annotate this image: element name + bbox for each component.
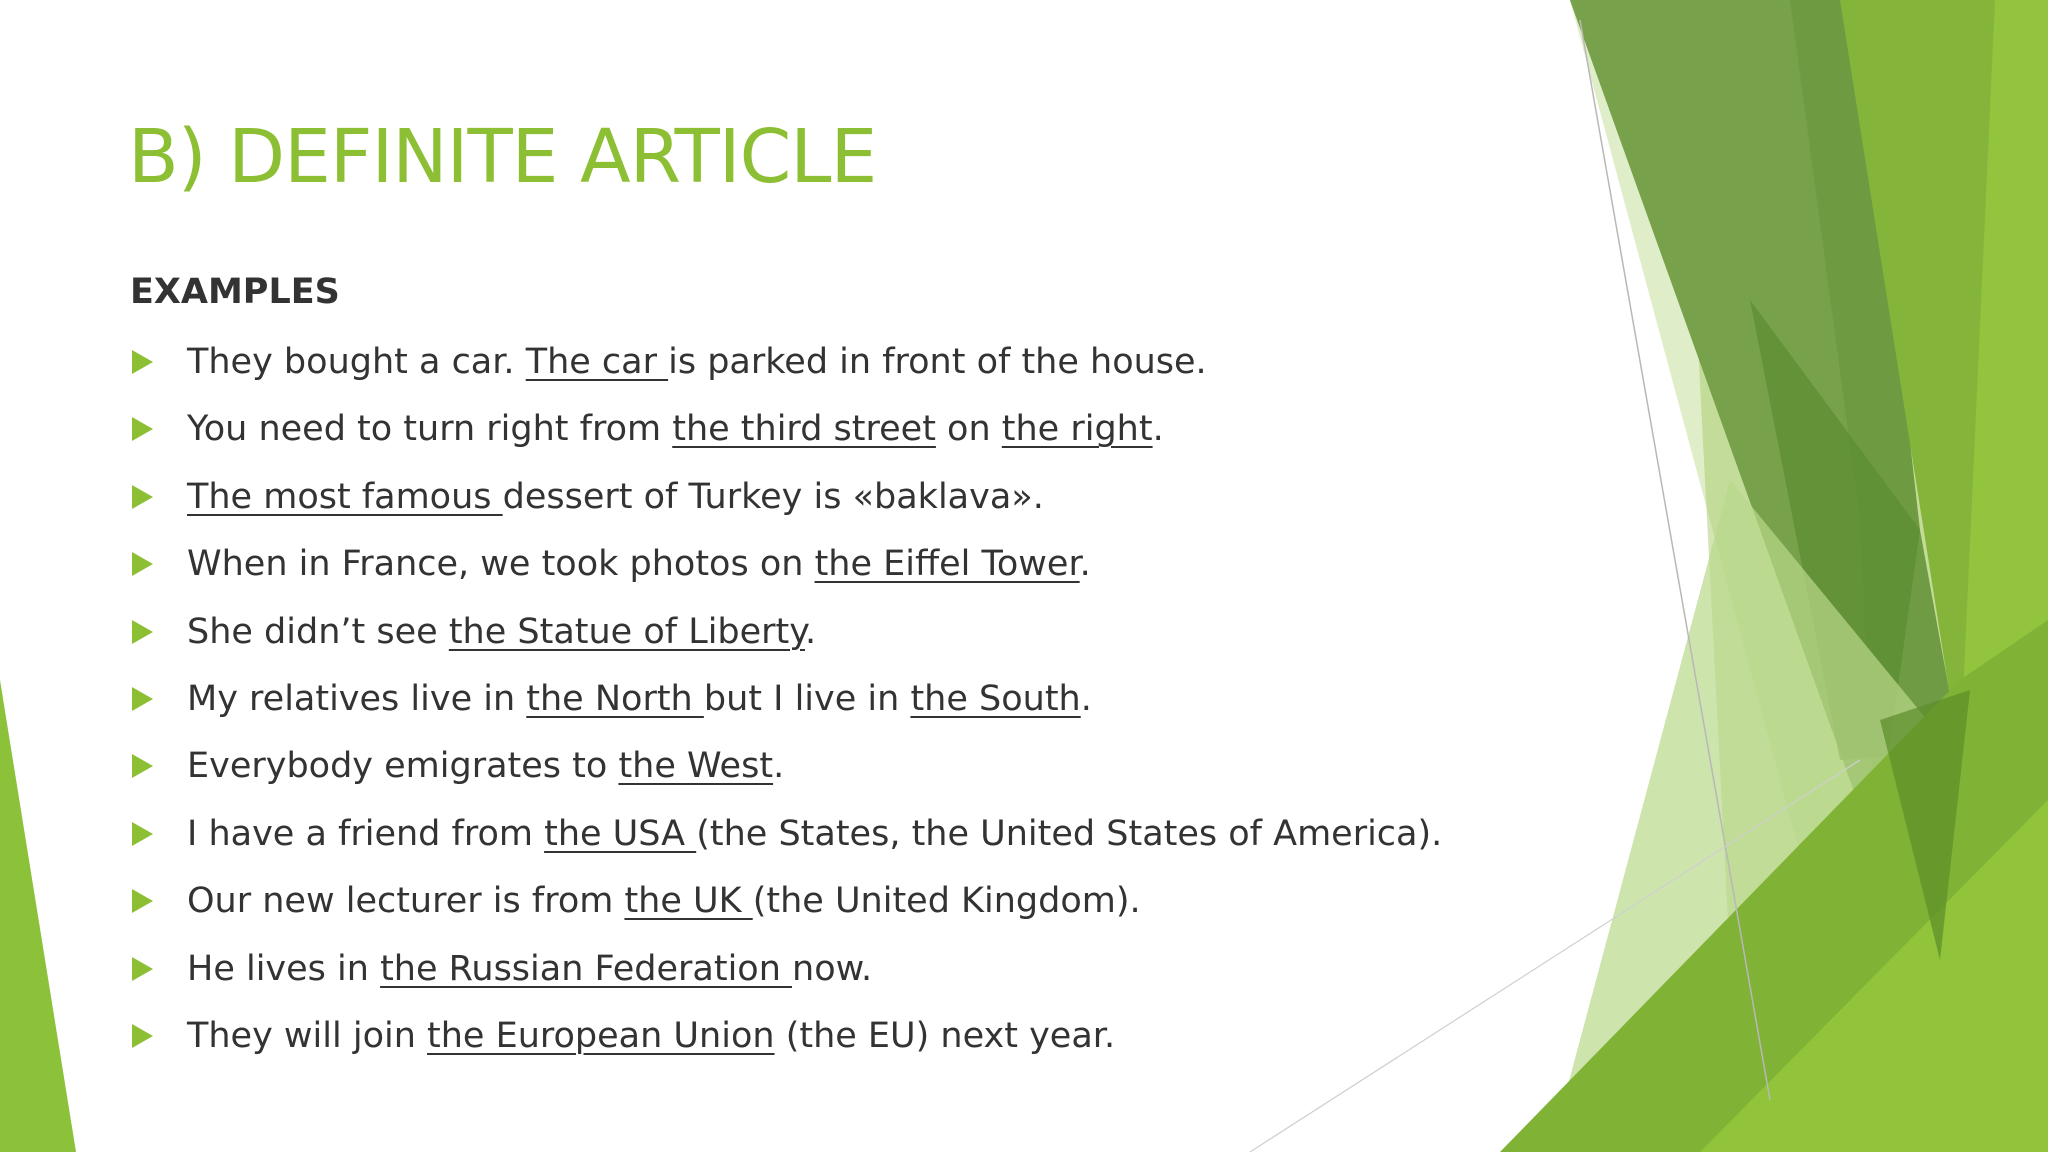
triangle-right-icon [132,754,153,778]
triangle-right-icon [132,822,153,846]
triangle-right-icon [132,889,153,913]
triangle-right-icon [132,957,153,981]
examples-heading: EXAMPLES [130,272,340,312]
triangle-right-icon [132,620,153,644]
slide-title: B) DEFINITE ARTICLE [128,114,877,200]
example-text: You need to turn right from the third street on the right. [187,409,1164,450]
example-text: My relatives live in the North but I live in the South. [187,678,1092,719]
triangle-right-icon [132,1024,153,1048]
triangle-right-icon [132,417,153,441]
example-text: When in France, we took photos on the Eiffel Tower. [187,544,1091,585]
example-text: Everybody emigrates to the West. [187,746,785,787]
triangle-right-icon [132,687,153,711]
example-text: He lives in the Russian Federation now. [187,948,873,989]
example-text: Our new lecturer is from the UK (the United Kingdom). [187,881,1141,922]
triangle-right-icon [132,350,153,374]
example-text: They will join the European Union (the EU) next year. [187,1015,1116,1056]
example-text: They bought a car. The car is parked in front of the house. [187,342,1207,382]
example-text: I have a friend from the USA (the States, the United States of America). [187,813,1443,854]
example-text: She didn’t see the Statue of Liberty. [187,611,817,652]
example-text: The most famous dessert of Turkey is «baklava». [187,476,1044,517]
left-green-shape [0,680,76,1152]
triangle-right-icon [132,552,153,576]
triangle-right-icon [132,485,153,509]
